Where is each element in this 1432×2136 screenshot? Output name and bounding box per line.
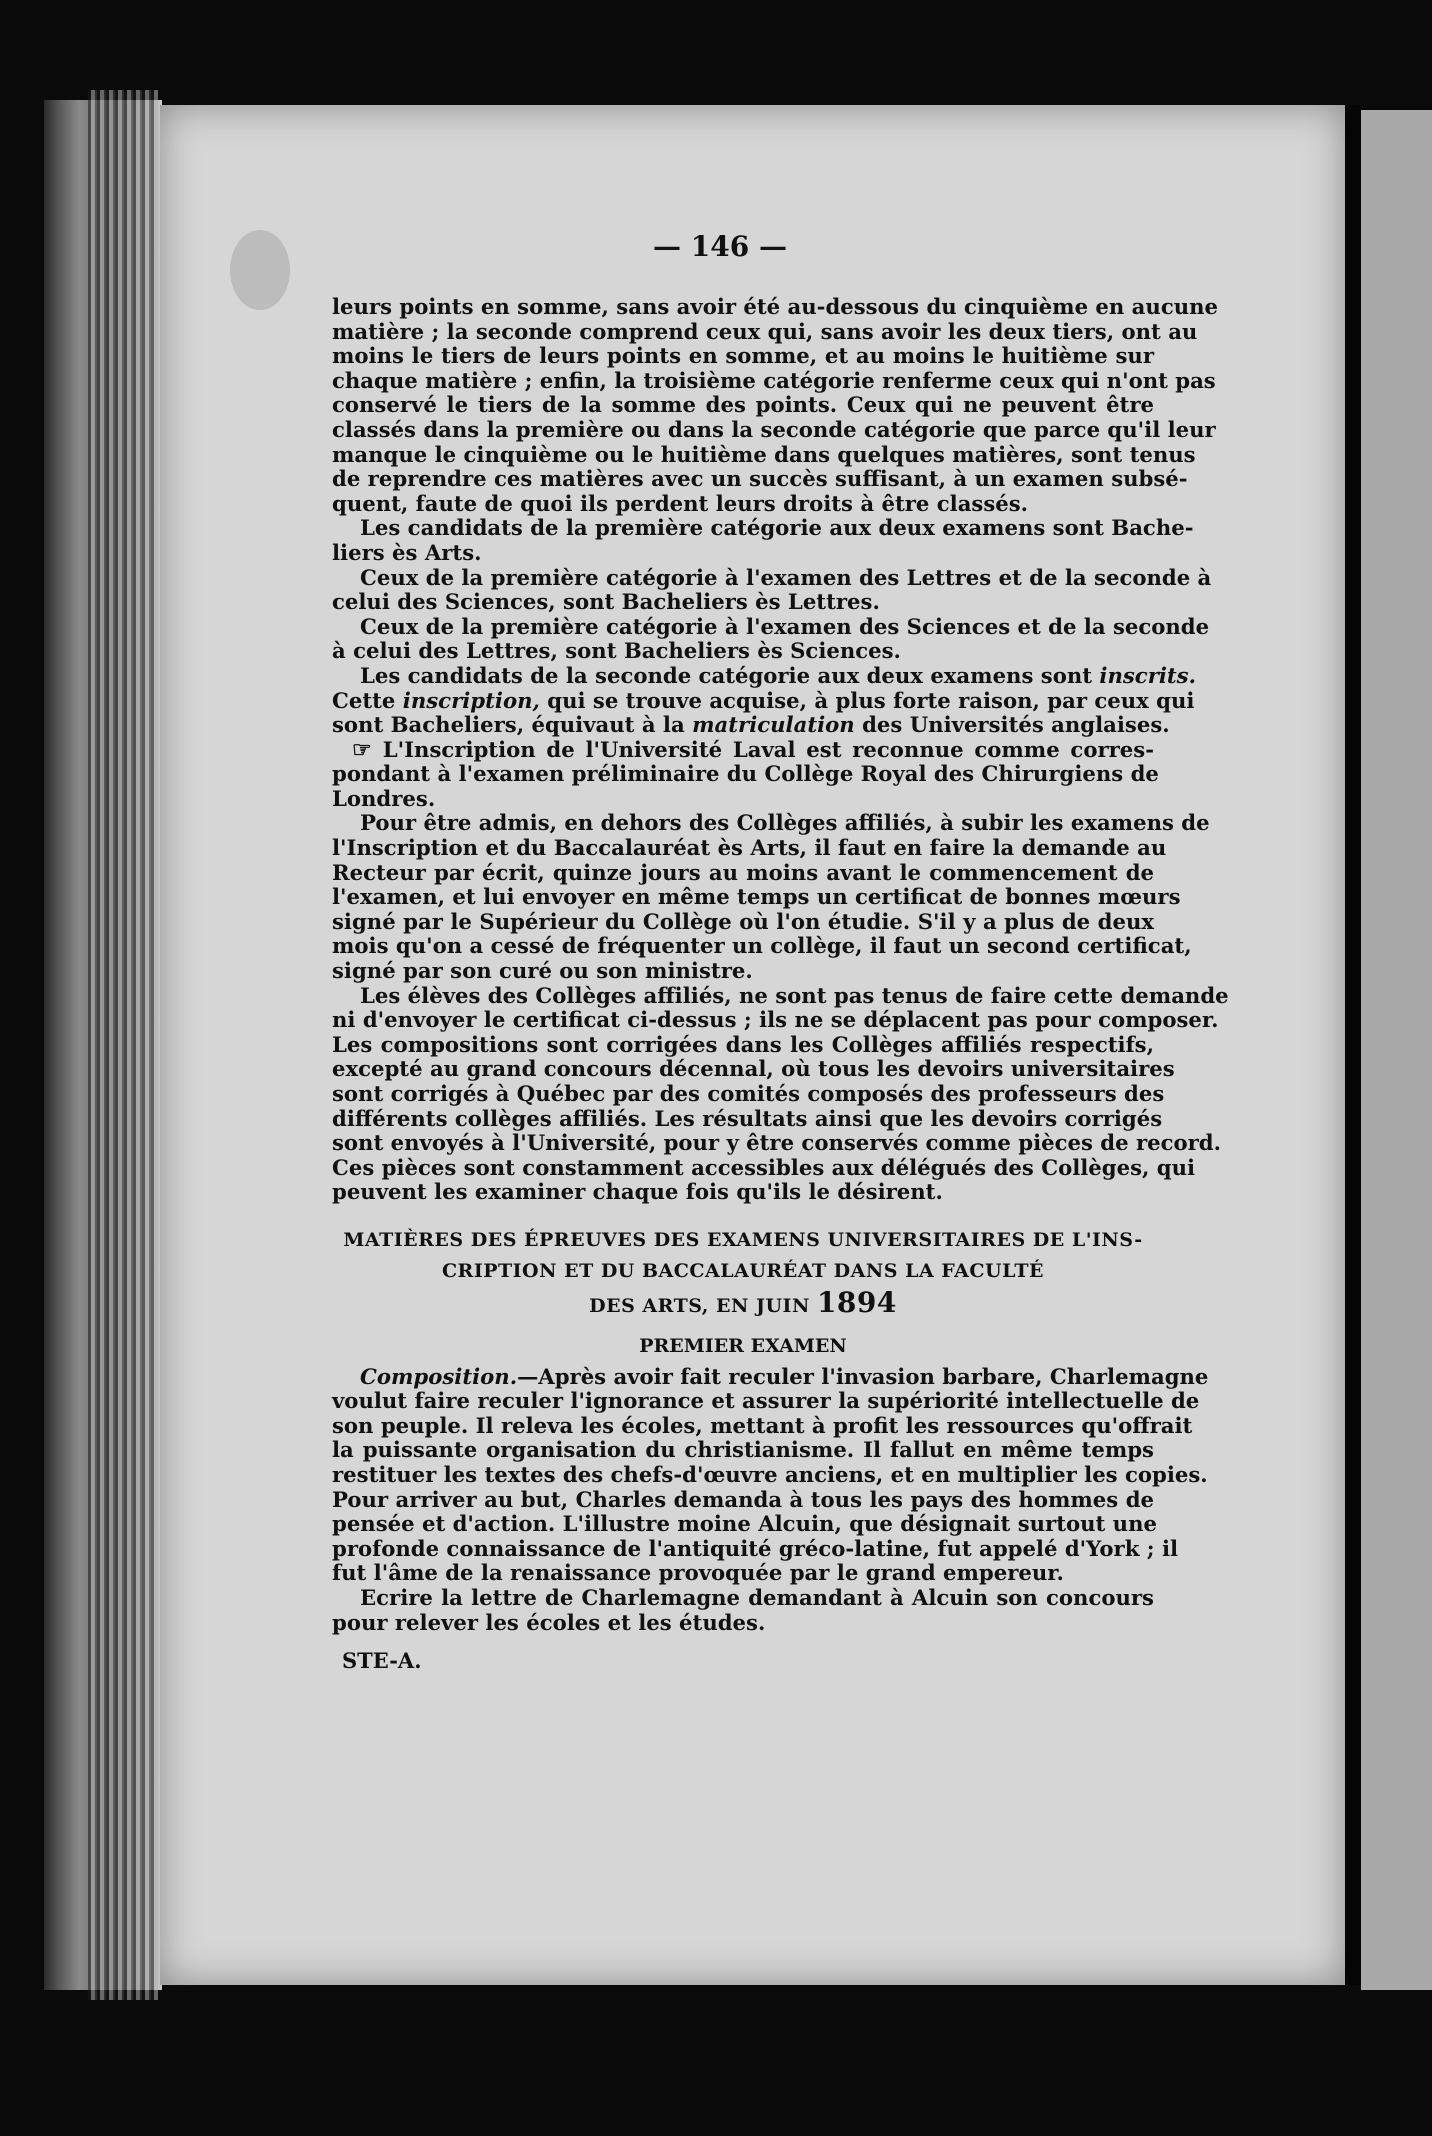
text-line: restituer les textes des chefs-d'œuvre anciens, et en multiplier les copies. [332, 1461, 1208, 1487]
text-line: Ecrire la lettre de Charlemagne demandant à Alcuin son concours [360, 1584, 1154, 1610]
text-line: l'examen, et lui envoyer en même temps un certificat de bonnes mœurs [332, 884, 1181, 910]
text-line: signé par le Supérieur du Collège où l'on étudie. S'il y a plus de deux [332, 908, 1154, 934]
heading-year: 1894 [816, 1285, 897, 1319]
paragraph [332, 294, 1219, 516]
text-line: pondant à l'examen préliminaire du Collège Royal des Chirurgiens de [332, 761, 1159, 787]
paragraph-task [332, 1586, 1154, 1635]
ink-smudge [230, 230, 290, 310]
text-line: sont corrigés à Québec par des comités composés des professeurs des [332, 1081, 1165, 1106]
paragraphs-top [332, 294, 1219, 664]
text-line: classés dans la première ou dans la seconde catégorie que parce qu'il leur [332, 416, 1216, 442]
text-line: conservé le tiers de la somme des points. Ceux qui ne peuvent être [332, 392, 1154, 418]
subheading: PREMIER EXAMEN [639, 1334, 847, 1357]
heading-line: CRIPTION ET DU BACCALAURÉAT DANS LA FACULTÉ [441, 1259, 1045, 1282]
paragraph [332, 982, 1229, 1205]
text-line: Les élèves des Collèges affiliés, ne sont pas tenus de faire cette demande [360, 982, 1229, 1008]
page-stack-edges [88, 90, 158, 2000]
text-line: celui des Sciences, sont Bacheliers ès Lettres. [332, 589, 880, 615]
text-line: son peuple. Il releva les écoles, mettant à profit les ressources qu'offrait [332, 1412, 1193, 1438]
text-line: quent, faute de quoi ils perdent leurs droits à être classés. [332, 490, 1029, 516]
text-line: sont Bacheliers, équivaut à la matriculation des Universités anglaises. [332, 712, 1170, 738]
section-heading [332, 1225, 1154, 1322]
composition-label: Composition. [360, 1363, 518, 1389]
text-line: Les candidats de la seconde catégorie aux deux examens sont inscrits. [360, 662, 1196, 688]
paragraph [332, 810, 1210, 984]
text-line: Les candidats de la première catégorie aux deux examens sont Bache- [360, 515, 1194, 541]
text-line: profonde connaissance de l'antiquité gréco-latine, fut appelé d'York ; il [332, 1535, 1179, 1561]
paragraph [332, 613, 1210, 664]
text-line: Cette inscription, qui se trouve acquise, à plus forte raison, par ceux qui [332, 687, 1195, 713]
text-line: à celui des Lettres, sont Bacheliers ès Sciences. [332, 638, 901, 664]
text-line: signé par son curé ou son ministre. [332, 958, 753, 984]
text-line: sont envoyés à l'Université, pour y être conservés comme pièces de record. [332, 1130, 1221, 1156]
pointing-hand-icon: ☞ [352, 736, 383, 763]
right-gutter-shadow [1345, 105, 1361, 1985]
paragraph [332, 564, 1212, 615]
text-line: différents collèges affiliés. Les résultats ainsi que les devoirs corrigés [332, 1105, 1163, 1131]
text-line: excepté au grand concours décennal, où tous les devoirs universitaires [332, 1056, 1175, 1082]
text-line: Recteur par écrit, quinze jours au moins avant le commencement de [332, 859, 1154, 885]
paragraph [332, 736, 1159, 812]
text-line: Londres. [332, 785, 436, 811]
paragraphs-middle [332, 736, 1229, 1205]
body-text [332, 294, 1229, 1674]
text-line: fut l'âme de la renaissance provoquée par le grand empereur. [332, 1560, 1064, 1586]
text-line: moins le tiers de leurs points en somme, et au moins le huitième sur [332, 343, 1154, 369]
text-line: Ceux de la première catégorie à l'examen des Sciences et de la seconde [360, 613, 1210, 639]
text-line: Pour arriver au but, Charles demanda à tous les pays des hommes de [332, 1486, 1154, 1512]
text-line: la puissante organisation du christianisme. Il fallut en même temps [332, 1437, 1154, 1463]
text-line: Pour être admis, en dehors des Collèges affiliés, à subir les examens de [360, 810, 1210, 836]
text-line: Ces pièces sont constamment accessibles aux délégués des Collèges, qui [332, 1154, 1196, 1180]
signature: STE-A. [342, 1648, 422, 1674]
paragraph-inscrits [332, 662, 1196, 738]
heading-line: MATIÈRES DES ÉPREUVES DES EXAMENS UNIVERSITAIRES DE L'INS- [343, 1228, 1143, 1251]
text-line: voulut faire reculer l'ignorance et assurer la supériorité intellectuelle de [332, 1388, 1200, 1414]
text-line: ☞ L'Inscription de l'Université Laval est reconnue comme corres- [352, 736, 1154, 763]
text-line: Les compositions sont corrigées dans les Collèges affiliés respectifs, [332, 1031, 1154, 1057]
text-line: peuvent les examiner chaque fois qu'ils le désirent. [332, 1179, 943, 1205]
text-line: de reprendre ces matières avec un succès suffisant, à un examen subsé- [332, 466, 1188, 492]
text-line: Composition.—Après avoir fait reculer l'invasion barbare, Charlemagne [360, 1363, 1209, 1389]
text-line: manque le cinquième ou le huitième dans quelques matières, sont tenus [332, 441, 1196, 467]
text-line: liers ès Arts. [332, 539, 482, 565]
text-line: pour relever les écoles et les études. [332, 1609, 766, 1635]
text-line: leurs points en somme, sans avoir été au-dessous du cinquième en aucune [332, 294, 1219, 319]
facing-page-edge [1361, 110, 1432, 1990]
page-number: — 146 — [653, 230, 787, 263]
paragraph [332, 515, 1194, 565]
text-line: mois qu'on a cessé de fréquenter un collège, il faut un second certificat, [332, 933, 1192, 959]
text-line: chaque matière ; enfin, la troisième catégorie renferme ceux qui n'ont pas [332, 367, 1216, 393]
text-line: ni d'envoyer le certificat ci-dessus ; ils ne se déplacent pas pour composer. [332, 1007, 1219, 1033]
text-line: Ceux de la première catégorie à l'examen des Lettres et de la seconde à [360, 564, 1212, 590]
text-line: l'Inscription et du Baccalauréat ès Arts, il faut en faire la demande au [332, 835, 1167, 861]
paragraph-composition [332, 1363, 1209, 1586]
text-line: pensée et d'action. L'illustre moine Alcuin, que désignait surtout une [332, 1511, 1157, 1537]
text-line: matière ; la seconde comprend ceux qui, sans avoir les deux tiers, ont au [332, 318, 1198, 344]
heading-line: DES ARTS, EN JUIN 1894 [589, 1285, 897, 1319]
